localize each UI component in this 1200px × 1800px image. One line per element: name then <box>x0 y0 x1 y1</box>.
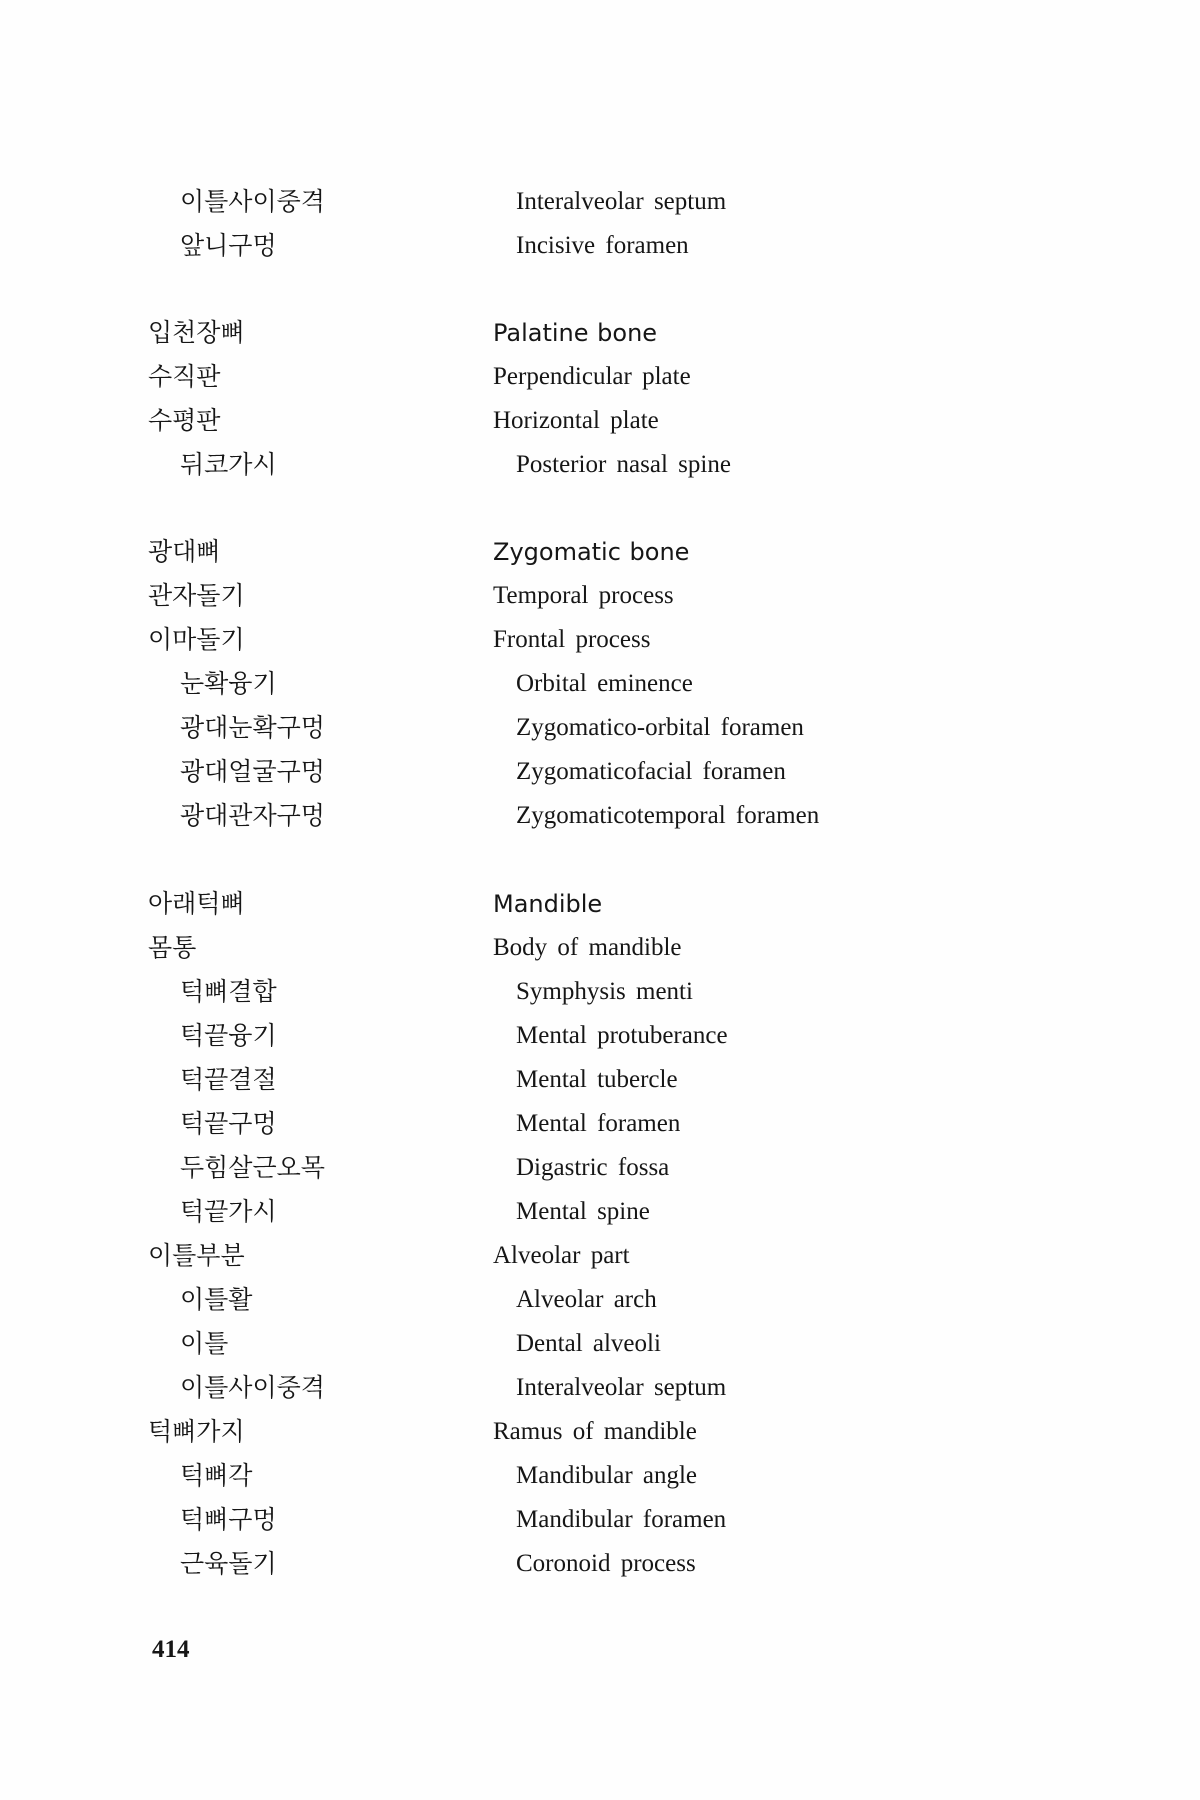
korean-term: 관자돌기 <box>148 581 245 610</box>
term-row <box>0 752 1200 792</box>
korean-term: 눈확융기 <box>180 669 277 698</box>
english-term: Mental protuberance <box>516 1022 728 1049</box>
term-row <box>0 620 1200 660</box>
term-row <box>0 1500 1200 1540</box>
english-term: Alveolar part <box>493 1242 630 1269</box>
term-row <box>0 1544 1200 1584</box>
english-term: Mandibular foramen <box>516 1506 727 1533</box>
term-row <box>0 1148 1200 1188</box>
term-row <box>0 1280 1200 1320</box>
term-row <box>0 576 1200 616</box>
english-term: Mandible <box>493 890 603 918</box>
term-row <box>0 796 1200 836</box>
korean-term: 앞니구멍 <box>180 231 277 260</box>
korean-term: 몸통 <box>148 933 197 962</box>
term-row-heading <box>0 313 1200 353</box>
english-term: Zygomaticofacial foramen <box>516 758 786 785</box>
korean-term: 두힘살근오목 <box>180 1153 325 1182</box>
korean-term: 이틀사이중격 <box>180 187 325 216</box>
term-row <box>0 1236 1200 1276</box>
term-row <box>0 1412 1200 1452</box>
english-term: Interalveolar septum <box>516 188 727 215</box>
korean-term: 광대뼈 <box>148 537 221 566</box>
korean-term: 수직판 <box>148 362 221 391</box>
korean-term: 아래턱뼈 <box>148 889 245 918</box>
english-term: Zygomatico-orbital foramen <box>516 714 804 741</box>
english-term: Interalveolar septum <box>516 1374 727 1401</box>
term-row <box>0 226 1200 266</box>
term-row <box>0 182 1200 222</box>
korean-term: 턱뼈결합 <box>180 977 277 1006</box>
english-term: Dental alveoli <box>516 1330 661 1357</box>
korean-term: 이마돌기 <box>148 625 245 654</box>
english-term: Posterior nasal spine <box>516 451 731 478</box>
english-term: Alveolar arch <box>516 1286 657 1313</box>
term-row <box>0 972 1200 1012</box>
english-term: Zygomaticotemporal foramen <box>516 802 820 829</box>
english-term: Perpendicular plate <box>493 363 691 390</box>
english-term: Symphysis menti <box>516 978 693 1005</box>
korean-term: 근육돌기 <box>180 1549 277 1578</box>
korean-term: 이틀활 <box>180 1285 253 1314</box>
korean-term: 이틀 <box>180 1329 229 1358</box>
english-term: Mental tubercle <box>516 1066 678 1093</box>
english-term: Frontal process <box>493 626 651 653</box>
term-row <box>0 928 1200 968</box>
english-term: Digastric fossa <box>516 1154 670 1181</box>
korean-term: 이틀사이중격 <box>180 1373 325 1402</box>
korean-term: 광대관자구멍 <box>180 801 325 830</box>
term-row <box>0 1060 1200 1100</box>
english-term: Mandibular angle <box>516 1462 698 1489</box>
term-row <box>0 1016 1200 1056</box>
korean-term: 광대얼굴구멍 <box>180 757 325 786</box>
term-row <box>0 1104 1200 1144</box>
term-row-heading <box>0 532 1200 572</box>
page-number: 414 <box>152 1636 190 1663</box>
english-term: Palatine bone <box>493 319 658 347</box>
term-row <box>0 357 1200 397</box>
term-row <box>0 1192 1200 1232</box>
english-term: Mental foramen <box>516 1110 681 1137</box>
korean-term: 뒤코가시 <box>180 450 277 479</box>
english-term: Zygomatic bone <box>493 538 690 566</box>
korean-term: 턱끝융기 <box>180 1021 277 1050</box>
term-row <box>0 445 1200 485</box>
korean-term: 턱끝구멍 <box>180 1109 277 1138</box>
english-term: Coronoid process <box>516 1550 696 1577</box>
korean-term: 턱뼈가지 <box>148 1417 245 1446</box>
english-term: Horizontal plate <box>493 407 659 434</box>
korean-term: 턱뼈구멍 <box>180 1505 277 1534</box>
korean-term: 턱끝가시 <box>180 1197 277 1226</box>
korean-term: 이틀부분 <box>148 1241 245 1270</box>
english-term: Temporal process <box>493 582 674 609</box>
term-row-heading <box>0 884 1200 924</box>
korean-term: 턱뼈각 <box>180 1461 253 1490</box>
korean-term: 수평판 <box>148 406 221 435</box>
term-row <box>0 664 1200 704</box>
term-row <box>0 401 1200 441</box>
english-term: Ramus of mandible <box>493 1418 697 1445</box>
term-row <box>0 1368 1200 1408</box>
term-row <box>0 1456 1200 1496</box>
english-term: Mental spine <box>516 1198 650 1225</box>
english-term: Incisive foramen <box>516 232 689 259</box>
term-row <box>0 1324 1200 1364</box>
korean-term: 광대눈확구멍 <box>180 713 325 742</box>
english-term: Orbital eminence <box>516 670 693 697</box>
english-term: Body of mandible <box>493 934 682 961</box>
term-row <box>0 708 1200 748</box>
korean-term: 입천장뼈 <box>148 318 245 347</box>
korean-term: 턱끝결절 <box>180 1065 277 1094</box>
